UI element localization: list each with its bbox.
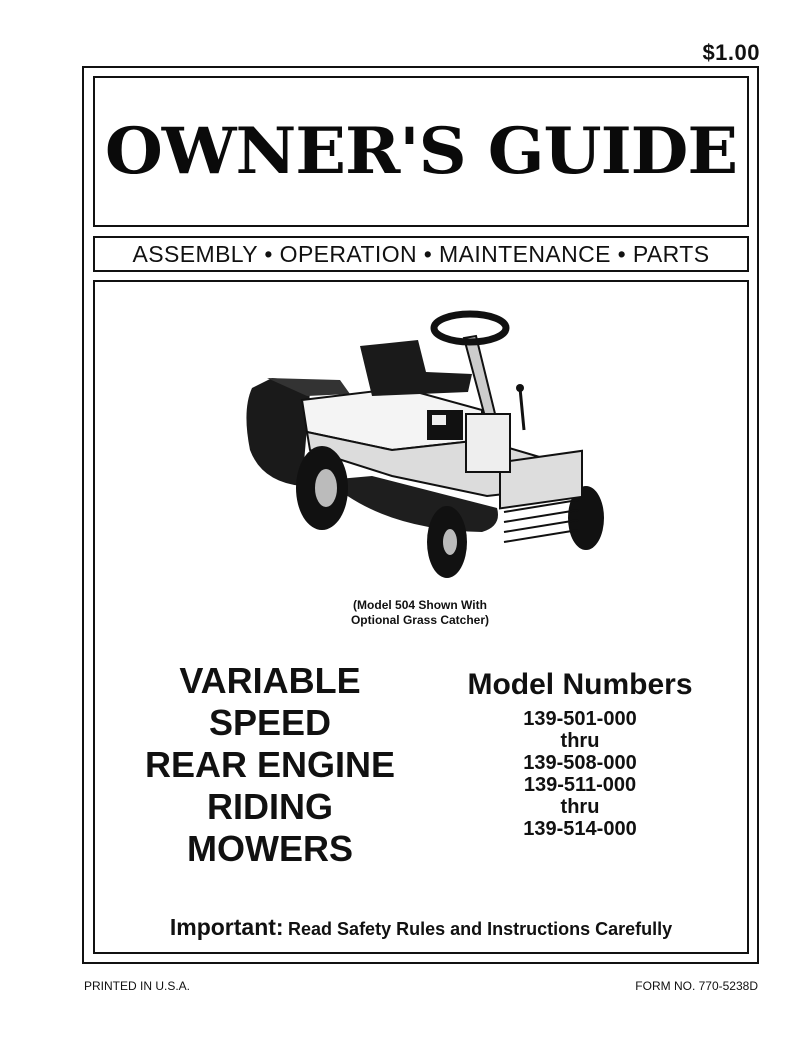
form-number: FORM NO. 770-5238D [635, 979, 758, 993]
product-title-line: MOWERS [187, 828, 353, 869]
caption-line: Optional Grass Catcher) [350, 613, 490, 627]
product-title-line: VARIABLE [179, 660, 361, 701]
subtitle-box [93, 236, 749, 272]
model-number-line: thru [560, 796, 600, 818]
title-box [93, 76, 749, 227]
important-notice [93, 914, 749, 941]
illustration-caption [330, 598, 510, 628]
model-numbers [450, 668, 710, 840]
product-title-line: SPEED [208, 702, 332, 743]
subtitle: ASSEMBLY • OPERATION • MAINTENANCE • PARTS [132, 240, 710, 267]
model-number-line: 139-511-000 [523, 774, 637, 796]
important-label: Important: [169, 914, 284, 940]
model-number-line: 139-514-000 [523, 818, 637, 840]
model-number-line: thru [560, 730, 600, 752]
product-title-line: REAR ENGINE [144, 744, 396, 785]
product-title [120, 660, 420, 870]
riding-mower-illustration [232, 300, 612, 590]
important-text: Read Safety Rules and Instructions Carefully [288, 919, 673, 939]
model-numbers-heading: Model Numbers [467, 668, 693, 701]
page-title: OWNER'S GUIDE [104, 114, 738, 189]
printed-in-label: PRINTED IN U.S.A. [84, 979, 191, 993]
product-title-line: RIDING [207, 786, 333, 827]
price-label: $1.00 [702, 40, 760, 65]
model-number-line: 139-501-000 [523, 708, 637, 730]
model-number-line: 139-508-000 [523, 752, 637, 774]
caption-line: (Model 504 Shown With [353, 598, 487, 612]
